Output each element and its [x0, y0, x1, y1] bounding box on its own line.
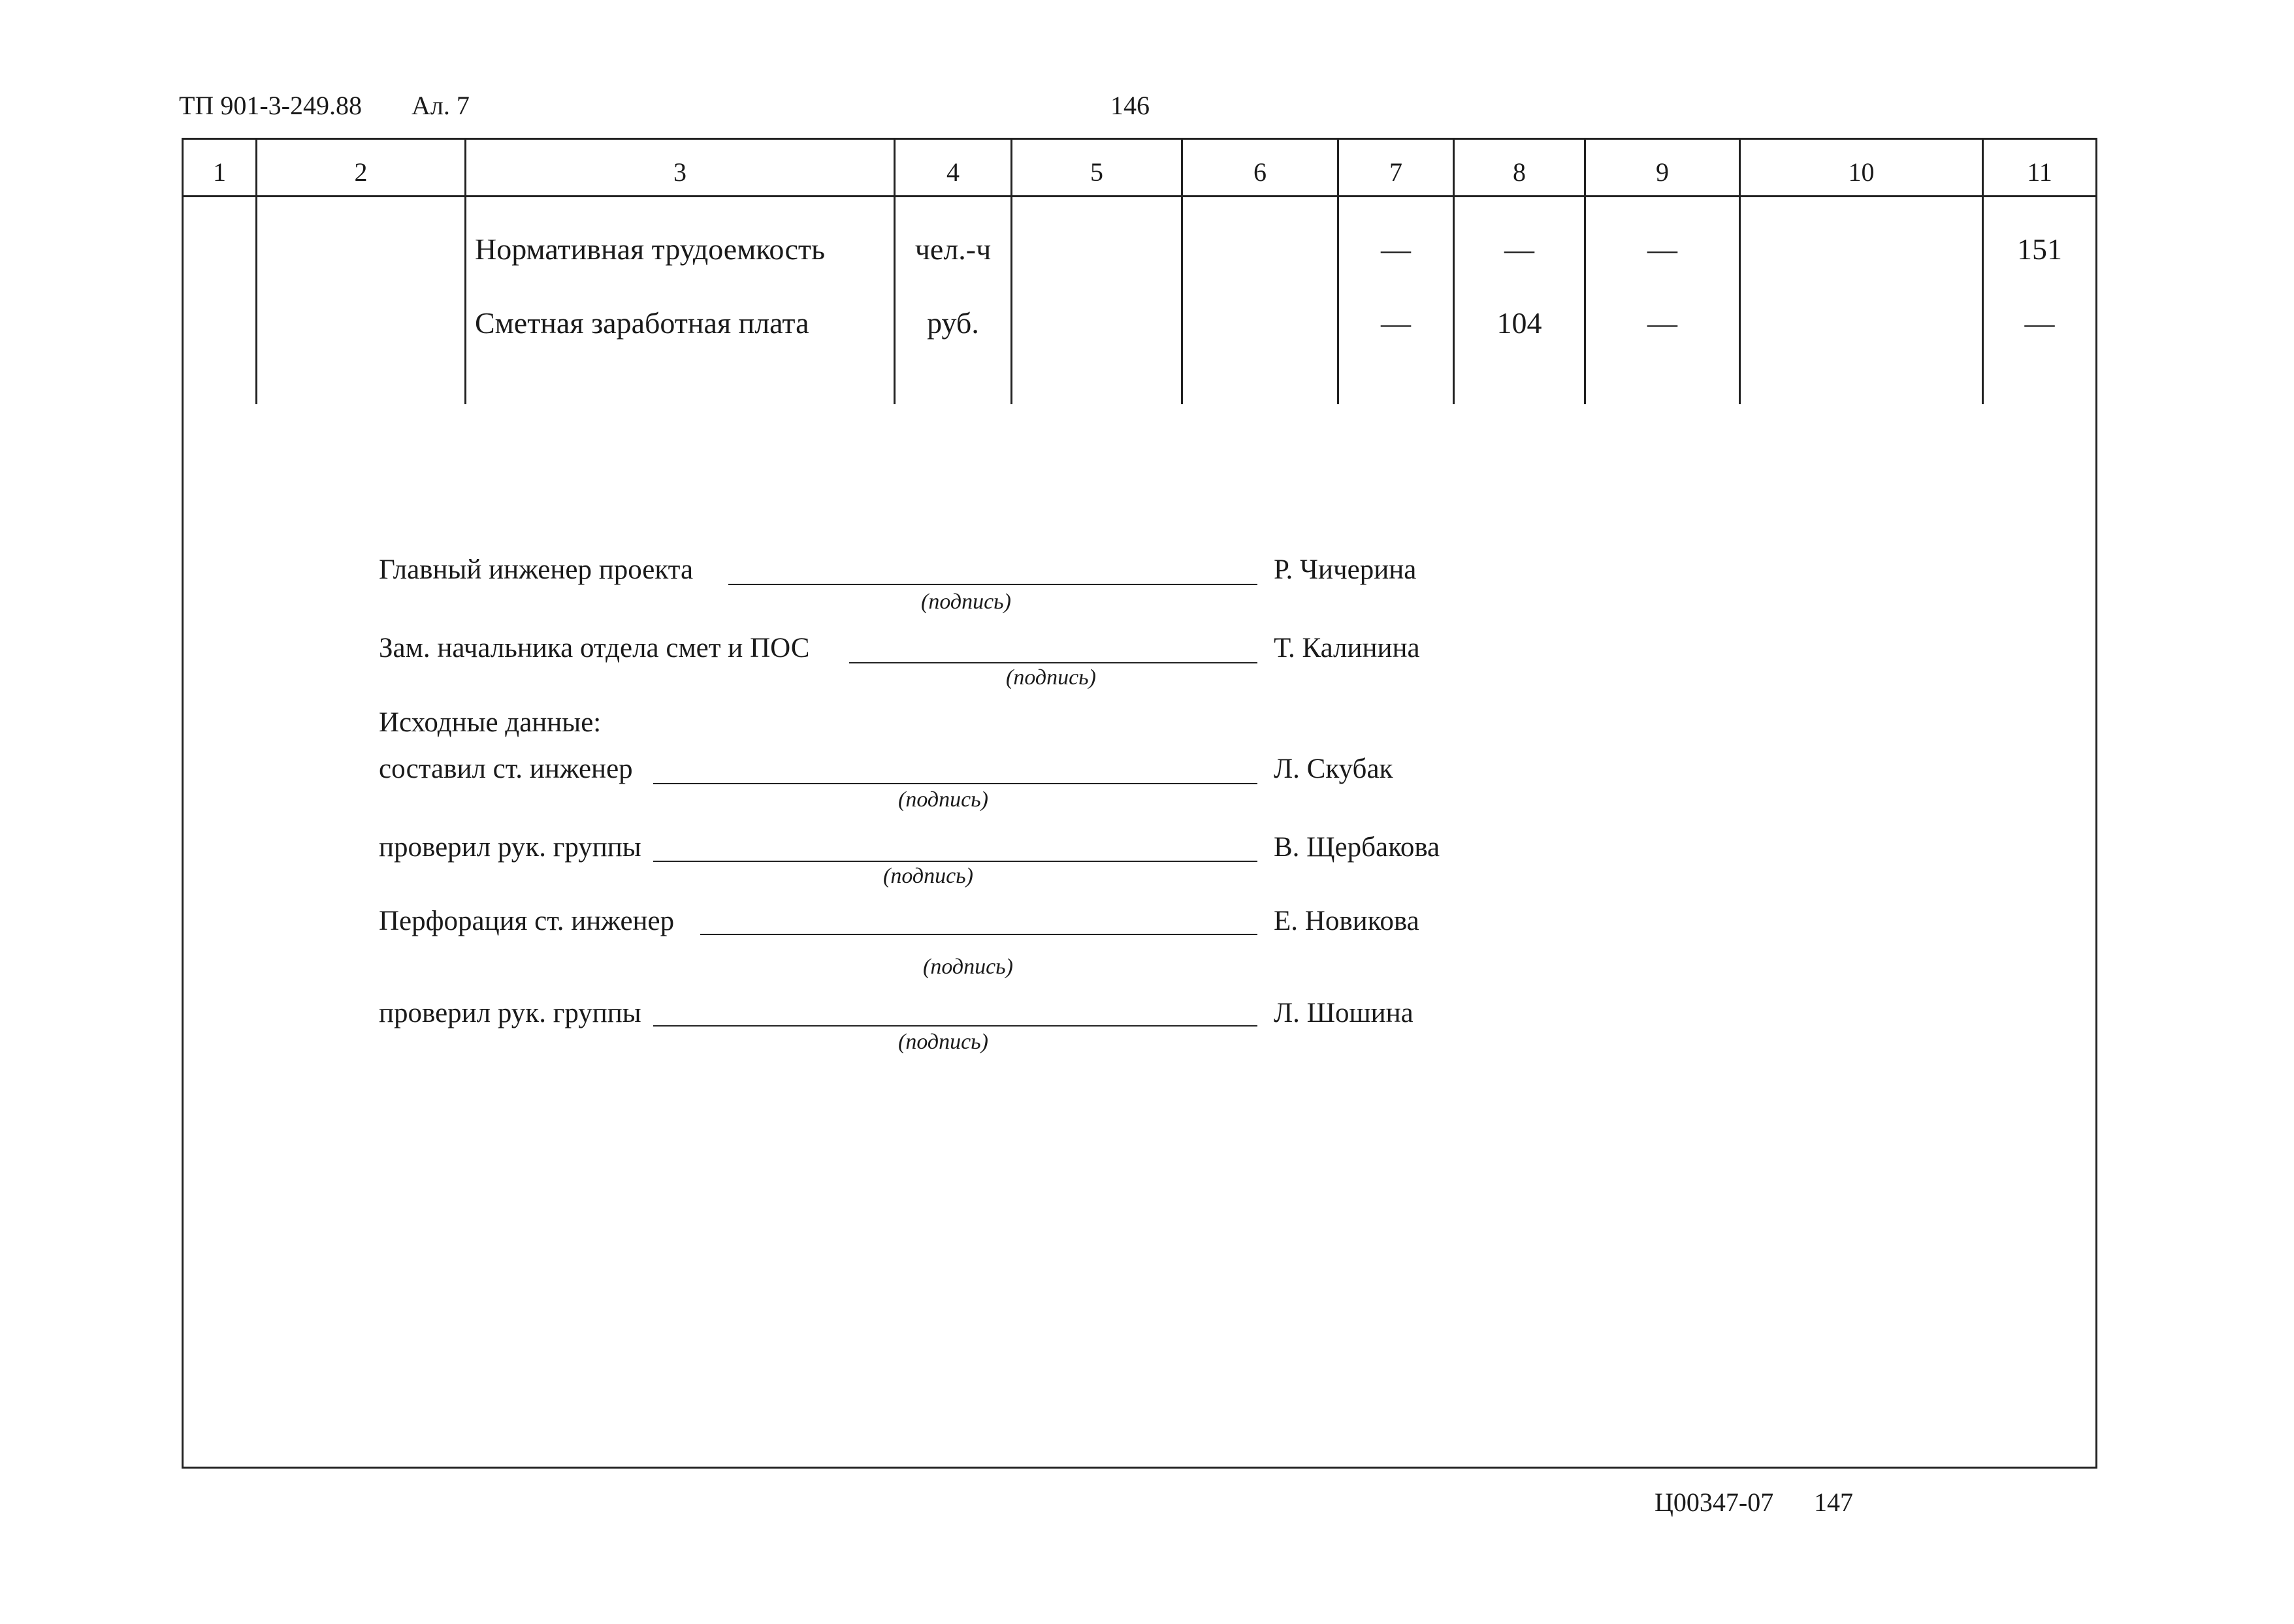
footer-code: Ц00347-07 — [1655, 1488, 1774, 1517]
cell-wages-c9: — — [1647, 306, 1677, 340]
signature-hint: (подпись) — [923, 955, 1013, 979]
row-unit-wages: руб. — [927, 306, 979, 340]
column-number: 6 — [1253, 157, 1267, 187]
signature-hint: (подпись) — [898, 1030, 988, 1054]
signature-hint: (подпись) — [1006, 665, 1096, 690]
column-number: 7 — [1389, 157, 1402, 187]
signature-line — [653, 783, 1257, 784]
signer-title: проверил рук. группы — [379, 832, 641, 863]
doc-code: ТП 901-3-249.88 — [179, 91, 362, 120]
cell-labor-c7: — — [1381, 232, 1411, 266]
cell-wages-c11: — — [2024, 306, 2055, 340]
footer-page: 147 — [1814, 1488, 1853, 1517]
signer-title: составил ст. инженер — [379, 754, 633, 784]
signature-line — [653, 1025, 1257, 1027]
column-number: 4 — [946, 157, 960, 187]
signature-line — [700, 934, 1257, 935]
signer-title: проверил рук. группы — [379, 998, 641, 1028]
signer-title: Зам. начальника отдела смет и ПОС — [379, 633, 810, 663]
row-name-wages: Сметная заработная плата — [475, 306, 809, 340]
signer-title: Перфорация ст. инженер — [379, 906, 675, 936]
signature-hint: (подпись) — [921, 590, 1011, 614]
row-name-labor: Нормативная трудоемкость — [475, 232, 825, 266]
column-number: 3 — [673, 157, 687, 187]
album-number: Ал. 7 — [412, 91, 470, 120]
signature-line — [849, 662, 1257, 663]
signature-hint: (подпись) — [883, 864, 973, 888]
signer-name: Л. Скубак — [1274, 754, 1393, 784]
header-row-divider — [182, 195, 2097, 197]
signer-name: Л. Шошина — [1274, 998, 1414, 1028]
cell-labor-c8: — — [1504, 232, 1534, 266]
source-data-heading: Исходные данные: — [379, 707, 602, 738]
column-number: 5 — [1090, 157, 1103, 187]
column-number: 8 — [1513, 157, 1526, 187]
signer-name: В. Щербакова — [1274, 832, 1440, 863]
signature-line — [653, 861, 1257, 862]
signature-hint: (подпись) — [898, 788, 988, 812]
signature-line — [728, 584, 1257, 585]
page-number: 146 — [1110, 91, 1150, 120]
signer-name: Р. Чичерина — [1274, 554, 1417, 585]
signer-name: Т. Калинина — [1274, 633, 1420, 663]
column-number: 1 — [213, 157, 226, 187]
column-number: 11 — [2027, 157, 2052, 187]
cell-labor-c9: — — [1647, 232, 1677, 266]
row-unit-labor: чел.-ч — [914, 232, 992, 266]
cell-labor-c11: 151 — [2017, 232, 2062, 266]
table-frame — [182, 138, 2097, 1469]
cell-wages-c8: 104 — [1496, 306, 1542, 340]
column-number: 9 — [1656, 157, 1669, 187]
signer-title: Главный инженер проекта — [379, 554, 694, 585]
signer-name: Е. Новикова — [1274, 906, 1419, 936]
cell-wages-c7: — — [1381, 306, 1411, 340]
column-number: 10 — [1848, 157, 1875, 187]
column-number: 2 — [354, 157, 368, 187]
